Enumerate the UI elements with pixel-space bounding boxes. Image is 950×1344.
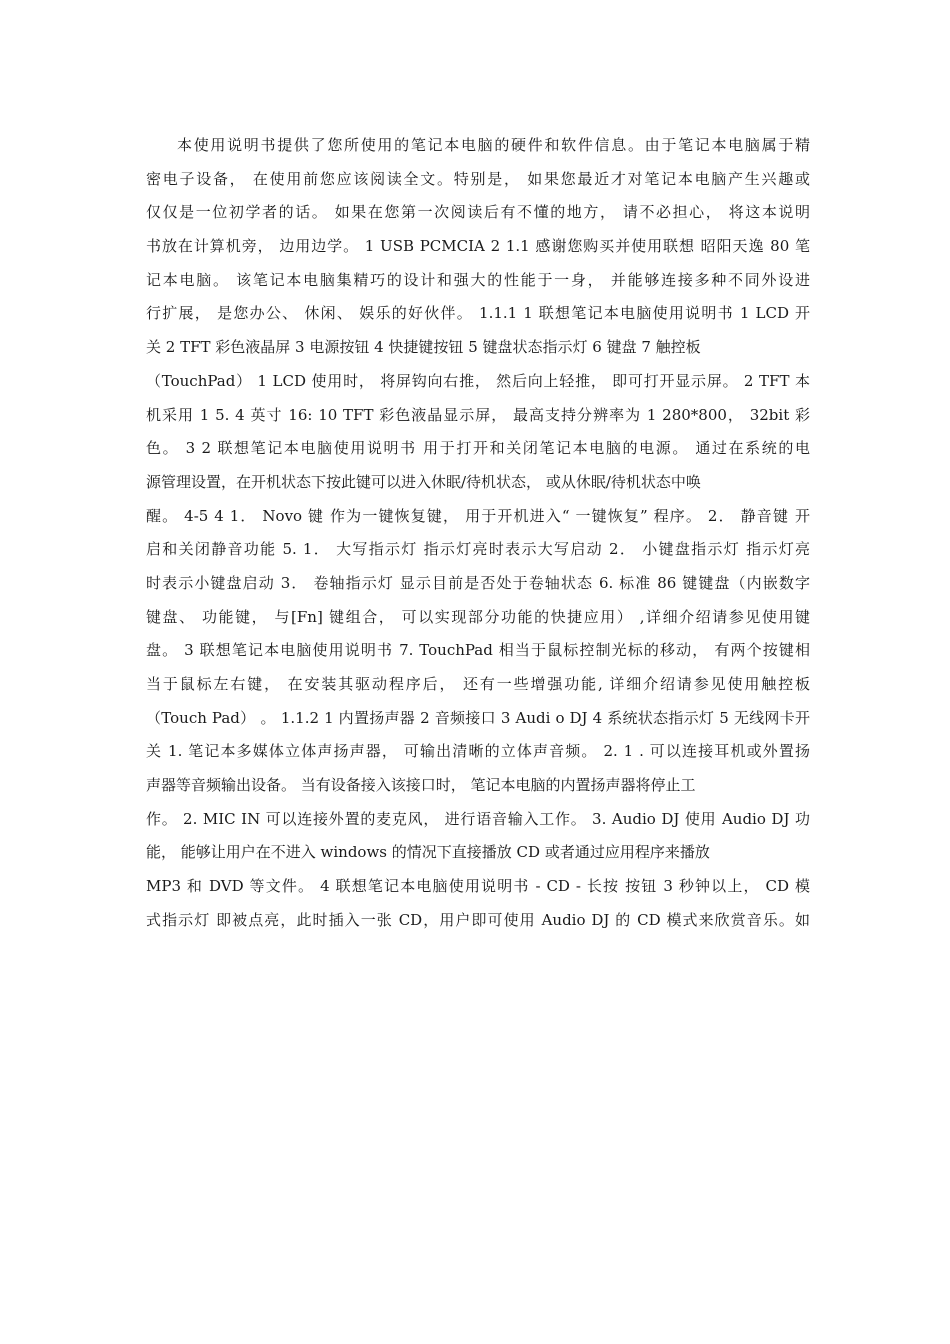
text-line-14: 时表示小键盘启动 3． 卷轴指示灯 显示目前是否处于卷轴状态 6. 标准 86 键键盘（内嵌数字 (146, 573, 810, 592)
text-line-20: 声器等音频输出设备。 当有设备接入该接口时， 笔记本电脑的内置扬声器将停止工 (146, 776, 696, 795)
text-line-11: 源管理设置，在开机状态下按此键可以进入休眠/待机状态， 或从休眠/待机状态中唤 (146, 472, 701, 491)
text-line-8: （TouchPad） 1 LCD 使用时， 将屏钩向右推， 然后向上轻推， 即可打开显示屏。 2 TFT 本 (146, 371, 810, 390)
text-line-7: 关 2 TFT 彩色液晶屏 3 电源按钮 4 快捷键按钮 5 键盘状态指示灯 6 键盘 7 触控板 (146, 338, 701, 357)
text-line-22: 能， 能够让用户在不进入 windows 的情况下直接播放 CD 或者通过应用程序来播放 (146, 843, 710, 862)
text-line-4: 书放在计算机旁， 边用边学。 1 USB PCMCIA 2 1.1 感谢您购买并使用联想 昭阳天逸 80 笔 (146, 237, 810, 256)
text-line-5: 记本电脑。 该笔记本电脑集精巧的设计和强大的性能于一身， 并能够连接多种不同外设进 (146, 270, 810, 289)
text-line-6: 行扩展， 是您办公、 休闲、 娱乐的好伙伴。 1.1.1 1 联想笔记本电脑使用说明书 1 LCD 开 (146, 304, 810, 323)
text-line-9: 机采用 1 5. 4 英寸 16: 10 TFT 彩色液晶显示屏， 最高支持分辨率为 1 280*800， 32bit 彩 (146, 405, 810, 424)
text-line-1: 本使用说明书提供了您所使用的笔记本电脑的硬件和软件信息。由于笔记本电脑属于精 (177, 136, 810, 154)
text-line-2: 密电子设备， 在使用前您应该阅读全文。特别是， 如果您最近才对笔记本电脑产生兴趣或 (146, 169, 810, 188)
text-line-13: 启和关闭静音功能 5. 1． 大写指示灯 指示灯亮时表示大写启动 2． 小键盘指示灯 指示灯亮 (146, 540, 810, 559)
text-line-18: （Touch Pad） 。 1.1.2 1 内置扬声器 2 音频接口 3 Audi o DJ 4 系统状态指示灯 5 无线网卡开 (146, 708, 810, 727)
text-line-15: 键盘、 功能键， 与[Fn] 键组合， 可以实现部分功能的快捷应用） ,详细介绍请参见使用键 (146, 607, 810, 626)
text-line-21: 作。 2. MIC IN 可以连接外置的麦克风， 进行语音输入工作。 3. Audio DJ 使用 Audio DJ 功 (146, 809, 810, 828)
text-line-16: 盘。 3 联想笔记本电脑使用说明书 7. TouchPad 相当于鼠标控制光标的移动， 有两个按键相 (146, 641, 810, 660)
text-line-10: 色。 3 2 联想笔记本电脑使用说明书 用于打开和关闭笔记本电脑的电源。 通过在系统的电 (146, 439, 810, 458)
text-line-24: 式指示灯 即被点亮，此时插入一张 CD，用户即可使用 Audio DJ 的 CD 模式来欣赏音乐。如 (146, 910, 810, 929)
text-line-12: 醒。 4-5 4 1． Novo 键 作为一键恢复键， 用于开机进入“ 一键恢复” 程序。 2． 静音键 开 (146, 506, 810, 525)
body-text (146, 129, 810, 938)
text-line-17: 当于鼠标左右键， 在安装其驱动程序后， 还有一些增强功能, 详细介绍请参见使用触控板 (146, 675, 810, 693)
text-line-3: 仅仅是一位初学者的话。 如果在您第一次阅读后有不懂的地方， 请不必担心， 将这本说明 (146, 203, 810, 222)
text-line-23: MP3 和 DVD 等文件。 4 联想笔记本电脑使用说明书 - CD - 长按 按钮 3 秒钟以上， CD 模 (146, 877, 810, 896)
text-line-19: 关 1. 笔记本多媒体立体声扬声器， 可输出清晰的立体声音频。 2. 1 . 可以连接耳机或外置扬 (146, 742, 810, 761)
